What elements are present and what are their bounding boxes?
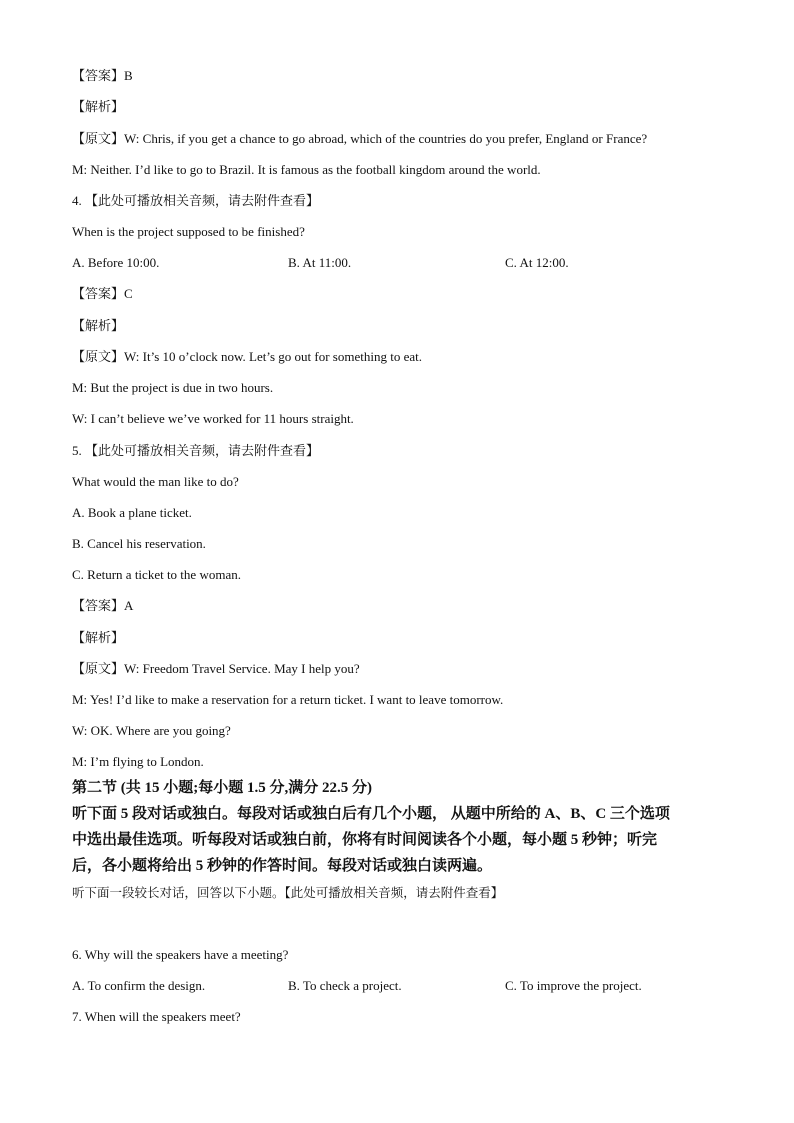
- q5-option-b: B. Cancel his reservation.: [72, 536, 206, 551]
- q5-option-c: C. Return a ticket to the woman.: [72, 567, 241, 582]
- q5-option-a: A. Book a plane ticket.: [72, 505, 192, 520]
- transcript-line: W: I can’t believe we’ve worked for 11 hours straight.: [72, 411, 354, 426]
- section-instruction: 后，各小题将给出 5 秒钟的作答时间。每段对话或独白读两遍。: [72, 858, 493, 874]
- analysis-label: 【解析】: [72, 630, 125, 645]
- transcript-line: M: But the project is due in two hours.: [72, 380, 274, 395]
- answer-a: 【答案】A: [72, 598, 134, 613]
- q6-option-a: A. To confirm the design.: [72, 978, 206, 993]
- analysis-label: 【解析】: [72, 99, 125, 114]
- section-instruction: 中选出最佳选项。听每段对话或独白前，你将有时间阅读各个小题，每小题 5 秒钟；听完: [72, 832, 658, 848]
- transcript-line: 【原文】W: Chris, if you get a chance to go abroad, which of the countries do you prefer, England or France?: [72, 131, 648, 146]
- transcript-line: 【原文】W: Freedom Travel Service. May I help you?: [72, 661, 360, 676]
- q4-option-a: A. Before 10:00.: [72, 255, 160, 270]
- transcript-line: 【原文】W: It’s 10 o’clock now. Let’s go out for something to eat.: [72, 349, 422, 364]
- answer-c: 【答案】C: [72, 286, 133, 301]
- transcript-line: W: OK. Where are you going?: [72, 723, 231, 738]
- q4-option-c: C. At 12:00.: [505, 255, 569, 270]
- q6-option-c: C. To improve the project.: [505, 978, 642, 993]
- question-7-text: 7. When will the speakers meet?: [72, 1009, 241, 1024]
- question-5-number: 5. 【此处可播放相关音频，请去附件查看】: [72, 443, 320, 458]
- q4-option-b: B. At 11:00.: [288, 255, 352, 270]
- q6-option-b: B. To check a project.: [288, 978, 402, 993]
- transcript-line: M: Neither. I’d like to go to Brazil. It is famous as the football kingdom around the world.: [72, 162, 541, 177]
- question-5-text: What would the man like to do?: [72, 474, 239, 489]
- transcript-line: M: I’m flying to London.: [72, 754, 204, 769]
- question-4-text: When is the project supposed to be finished?: [72, 224, 305, 239]
- question-6-text: 6. Why will the speakers have a meeting?: [72, 947, 289, 962]
- transcript-line: M: Yes! I’d like to make a reservation for a return ticket. I want to leave tomorrow.: [72, 692, 504, 707]
- section-instruction: 听下面 5 段对话或独白。每段对话或独白后有几个小题， 从题中所给的 A、B、C 三个选项: [72, 806, 670, 822]
- analysis-label: 【解析】: [72, 318, 125, 333]
- section-heading: 第二节 (共 15 小题;每小题 1.5 分,满分 22.5 分): [72, 780, 372, 796]
- audio-note: 听下面一段较长对话，回答以下小题。【此处可播放相关音频，请去附件查看】: [72, 885, 504, 900]
- question-4-number: 4. 【此处可播放相关音频，请去附件查看】: [72, 193, 320, 208]
- answer-b: 【答案】B: [72, 68, 133, 83]
